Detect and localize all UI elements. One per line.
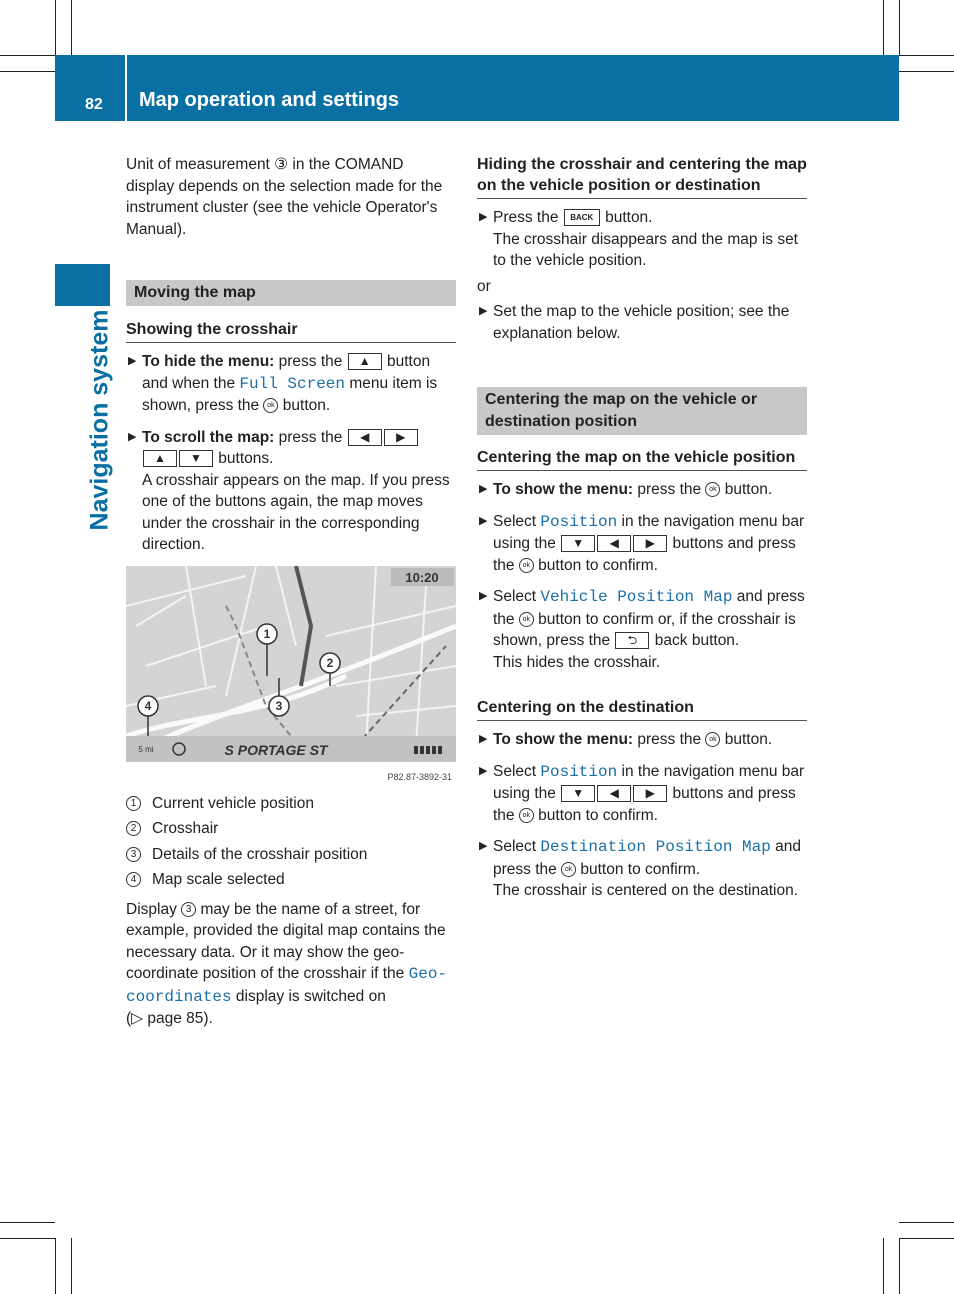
crop-mark	[899, 0, 900, 55]
crop-mark	[71, 0, 72, 55]
page-header	[55, 55, 899, 121]
step-text: press the	[633, 481, 706, 498]
intro-paragraph: Unit of measurement ③ in the COMAND display depends on the selection made for the instrument cluster (see the vehicle Operator's Manual).	[126, 156, 443, 238]
subheading-destination: Centering on the destination	[477, 697, 807, 721]
legend-item	[126, 844, 456, 866]
down-button-icon: ▼	[561, 785, 595, 802]
map-scale-label: 5 mi	[138, 744, 154, 754]
crop-mark	[0, 71, 55, 72]
left-button-icon: ◀	[348, 429, 382, 446]
left-button-icon: ◀	[597, 785, 631, 802]
step-text: button.	[600, 209, 653, 226]
step-arrow-icon: ▶	[479, 514, 488, 527]
crop-mark	[899, 55, 954, 56]
ok-button-icon: ok	[263, 398, 278, 413]
step-show-menu-destination	[477, 729, 807, 751]
step-result: The crosshair disappears and the map is set to the vehicle position.	[493, 230, 798, 269]
crop-mark	[883, 0, 884, 55]
step-text: button to confirm.	[533, 556, 658, 574]
step-text: buttons and press the	[493, 785, 796, 824]
legend-item	[126, 818, 456, 840]
step-select-destination-position-map	[477, 836, 807, 902]
step-arrow-icon: ▶	[479, 590, 488, 602]
down-button-icon: ▼	[561, 535, 595, 552]
step-arrow-icon: ▶	[479, 211, 488, 223]
step-result: This hides the crosshair.	[493, 653, 661, 671]
step-hide-menu	[126, 351, 456, 417]
paragraph-text: Display	[126, 900, 182, 918]
map-time: 10:20	[405, 569, 439, 585]
ok-button-icon: ok	[705, 482, 720, 497]
step-arrow-icon: ▶	[479, 483, 488, 495]
step-label: To scroll the map:	[142, 428, 275, 446]
step-text: button.	[720, 481, 773, 498]
step-text: button to confirm.	[576, 860, 701, 878]
back-button-icon: BACK	[564, 209, 600, 226]
map-marker-3: 3	[275, 698, 283, 713]
section-band-moving: Moving the map	[126, 280, 456, 306]
menu-item-vehicle-position-map: Vehicle Position Map	[540, 588, 733, 606]
step-select-position	[477, 511, 807, 577]
ok-button-icon: ok	[561, 862, 576, 877]
legend-text: Current vehicle position	[152, 794, 314, 812]
step-label: To show the menu:	[493, 731, 634, 748]
step-arrow-icon: ▶	[128, 355, 137, 367]
menu-item-geo-coordinates: Geo-coordinates	[126, 965, 448, 1006]
step-text: press the	[274, 428, 347, 446]
display-paragraph	[126, 899, 456, 1030]
step-text: button.	[720, 731, 773, 748]
crop-mark	[0, 55, 55, 56]
crop-mark	[899, 1222, 954, 1223]
map-graphic	[126, 566, 456, 784]
paragraph-text: may be the name of a street, for example, provided the digital map contains the necessary data. Or it may show the geo-coordinate position of the crosshair if the	[126, 900, 446, 982]
step-text: button to confirm or, if the crosshair is shown, press the	[493, 610, 796, 649]
up-button-icon: ▲	[348, 353, 382, 370]
step-text: Select	[493, 512, 541, 530]
back-arrow-button-icon: ⮌	[615, 632, 649, 649]
menu-item-destination-position-map: Destination Position Map	[540, 838, 771, 856]
up-button-icon: ▲	[143, 450, 177, 467]
map-marker-2: 2	[326, 655, 334, 670]
legend-list	[126, 793, 456, 891]
step-text: button.	[278, 397, 331, 414]
crop-mark	[899, 71, 954, 72]
step-text: in the navigation menu bar using the	[493, 762, 805, 802]
crop-mark	[55, 1238, 56, 1294]
section-label: Navigation system	[85, 309, 114, 531]
menu-item-full-screen: Full Screen	[239, 374, 346, 393]
step-text: press the	[274, 353, 347, 370]
step-text: back button.	[650, 632, 740, 649]
step-text: menu item is shown, press the	[142, 374, 438, 414]
crop-mark	[0, 1238, 55, 1239]
step-label: To hide the menu:	[142, 353, 275, 370]
right-button-icon: ▶	[633, 785, 667, 802]
step-text: and press the	[493, 588, 805, 628]
ok-button-icon: ok	[519, 558, 534, 573]
crop-mark	[71, 1238, 72, 1294]
right-column	[477, 154, 807, 902]
page-reference-link[interactable]: (▷ page 85).	[126, 1010, 213, 1027]
legend-number: 2	[126, 821, 141, 836]
step-text: Set the map to the vehicle position; see the explanation below.	[493, 303, 790, 342]
subheading-crosshair: Showing the crosshair	[126, 319, 456, 343]
header-divider	[125, 55, 127, 121]
legend-item	[126, 793, 456, 815]
crop-mark	[0, 1222, 55, 1223]
step-label: To show the menu:	[493, 481, 634, 498]
step-result: A crosshair appears on the map. If you press one of the buttons again, the map moves under the crosshair in the corresponding direction.	[142, 471, 450, 553]
navigation-map-image	[126, 566, 456, 784]
step-arrow-icon: ▶	[128, 430, 137, 443]
map-marker-1: 1	[263, 626, 271, 641]
legend-text: Details of the crosshair position	[152, 845, 368, 863]
down-button-icon: ▼	[179, 450, 213, 467]
crop-mark	[55, 0, 56, 55]
menu-item-position: Position	[540, 512, 618, 531]
crop-mark	[899, 1238, 954, 1239]
step-text: and press the	[493, 838, 801, 878]
step-text: Press the	[493, 209, 563, 226]
step-scroll-map	[126, 427, 456, 556]
page-title: Map operation and settings	[139, 89, 400, 111]
ok-button-icon: ok	[705, 732, 720, 747]
menu-item-position: Position	[540, 762, 618, 781]
left-button-icon: ◀	[597, 535, 631, 552]
legend-item	[126, 869, 456, 891]
step-text: Select	[493, 838, 541, 855]
legend-text: Crosshair	[152, 820, 219, 837]
legend-number: 3	[126, 847, 141, 862]
step-text: buttons.	[214, 450, 274, 467]
step-text: press the	[633, 731, 706, 748]
subheading-vehicle-position: Centering the map on the vehicle position	[477, 447, 807, 471]
legend-number: 1	[126, 796, 141, 811]
step-arrow-icon: ▶	[479, 733, 488, 745]
crop-mark	[899, 1238, 900, 1294]
crop-mark	[883, 1238, 884, 1294]
page-number: 82	[85, 96, 103, 113]
side-tab	[55, 264, 110, 306]
step-arrow-icon: ▶	[479, 840, 488, 852]
step-select-position-destination	[477, 761, 807, 827]
right-button-icon: ▶	[384, 429, 418, 446]
legend-number: 4	[126, 872, 141, 887]
step-press-back	[477, 207, 807, 272]
step-arrow-icon: ▶	[479, 305, 488, 317]
step-text: buttons and press the	[493, 535, 796, 574]
right-button-icon: ▶	[633, 535, 667, 552]
step-result: The crosshair is centered on the destination.	[493, 882, 799, 899]
step-text: button to confirm.	[533, 806, 658, 824]
step-arrow-icon: ▶	[479, 764, 488, 777]
step-select-vehicle-position-map	[477, 586, 807, 673]
callout-number: 3	[181, 902, 196, 917]
paragraph-text: display is switched on	[231, 987, 386, 1005]
ok-button-icon: ok	[519, 612, 534, 627]
step-text: Select	[493, 588, 541, 605]
ok-button-icon: ok	[519, 808, 534, 823]
legend-text: Map scale selected	[152, 871, 285, 888]
subheading-hiding-crosshair: Hiding the crosshair and centering the map on the vehicle position or destination	[477, 154, 807, 199]
step-text: Select	[493, 762, 541, 780]
or-text: or	[477, 277, 491, 295]
map-marker-4: 4	[144, 698, 152, 713]
step-text: in the navigation menu bar using the	[493, 512, 805, 552]
left-column	[126, 154, 456, 1030]
image-code: P82.87-3892-31	[387, 771, 452, 782]
step-show-menu	[477, 479, 807, 501]
step-set-map	[477, 301, 807, 344]
section-band-centering: Centering the map on the vehicle or destination position	[477, 387, 807, 435]
step-text: button and when the	[142, 353, 431, 392]
map-street-name: S PORTAGE ST	[224, 741, 328, 758]
